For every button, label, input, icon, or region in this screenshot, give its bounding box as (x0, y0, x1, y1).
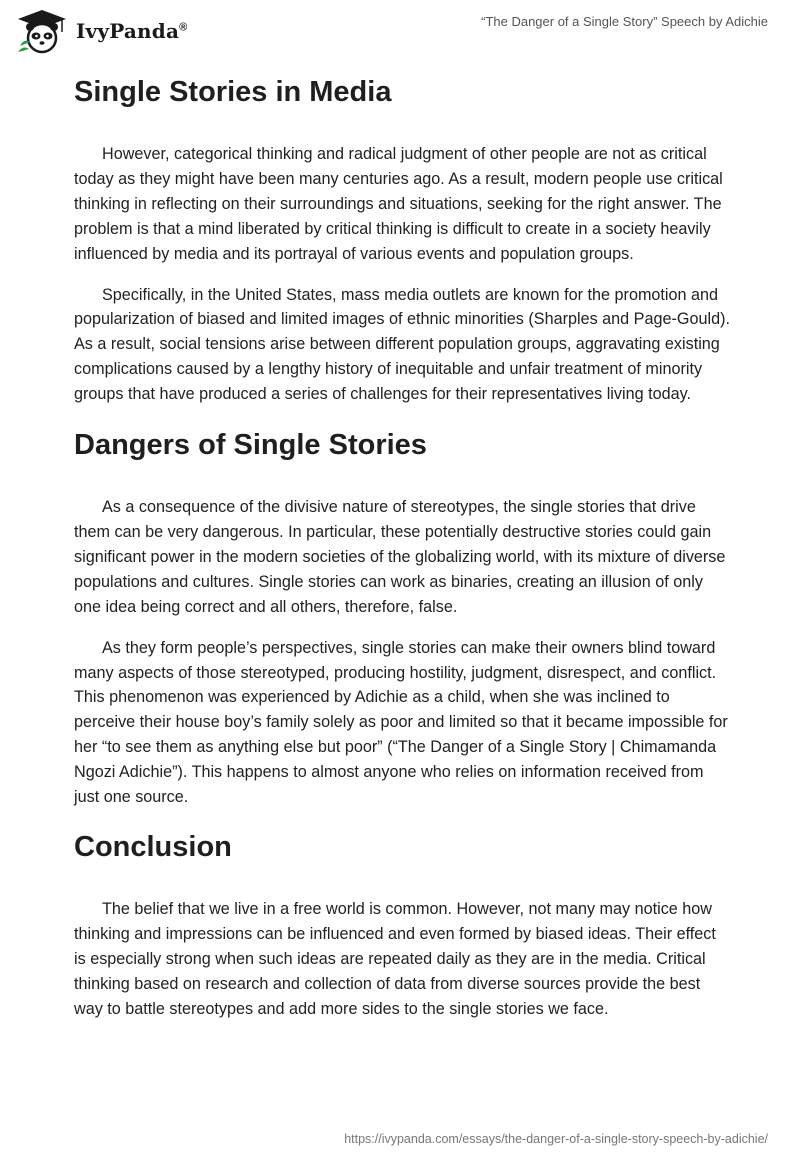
brand-name: IvyPanda® (76, 19, 188, 43)
section-heading-single-stories-in-media: Single Stories in Media (74, 76, 392, 108)
paragraph: As a consequence of the divisive nature of stereotypes, the single stories that drive them can be very dangerous. In particular, these potentially destructive stories could gain significant power in the modern societies of the globalizing world, with its mixture of diverse populations and cultures. Single stories can work as binaries, creating an illusion of only one idea being correct and all others, therefore, false. (74, 498, 726, 616)
paragraph: However, categorical thinking and radical judgment of other people are not as critical today as they might have been many centuries ago. As a result, modern people use critical thinking in reflecting on their surroundings and situations, seeking for the right answer. The problem is that a mind liberated by critical thinking is difficult to create in a society heavily influenced by media and its portrayal of various events and population groups. (74, 145, 723, 263)
essay-body (74, 70, 730, 1021)
panda-graduate-icon (14, 8, 70, 54)
brand-logo[interactable] (14, 8, 187, 54)
section-heading-dangers-of-single-stories: Dangers of Single Stories (74, 429, 427, 462)
paragraph: The belief that we live in a free world is common. However, not many may notice how thinking and impressions can be influenced and even formed by biased ideas. Their effect is especially strong when such ideas are repeated daily as they are in the media. Critical thinking based on research and collection of data from diverse sources provide the best way to battle stereotypes and add more sides to the single stories we face. (74, 899, 716, 1018)
page-header (0, 0, 800, 62)
source-url-link[interactable]: https://ivypanda.com/essays/the-danger-of-a-single-story-speech-by-adichie/ (344, 1132, 768, 1146)
document-title: “The Danger of a Single Story” Speech by Adichie (481, 14, 768, 29)
paragraph: Specifically, in the United States, mass media outlets are known for the promotion and popularization of biased and limited images of ethnic minorities (Sharples and Page-Gould). As a result, social tensions arise between different population groups, aggravating existing complications caused by a lengthy history of inequitable and unfair treatment of minority groups that have produced a series of challenges for their representatives living today. (74, 285, 730, 404)
paragraph: As they form people’s perspectives, single stories can make their owners blind toward many aspects of those stereotyped, producing hostility, judgment, disrespect, and conflict. This phenomenon was experienced by Adichie as a child, when she was inclined to perceive their house boy’s family solely as poor and limited so that it became impossible for her “to see them as anything else but poor” (“The Danger of a Single Story | Chimamanda Ngozi Adichie”). This happens to almost anyone who relies on information received from just one source. (74, 638, 728, 807)
section-heading-conclusion: Conclusion (74, 830, 232, 863)
